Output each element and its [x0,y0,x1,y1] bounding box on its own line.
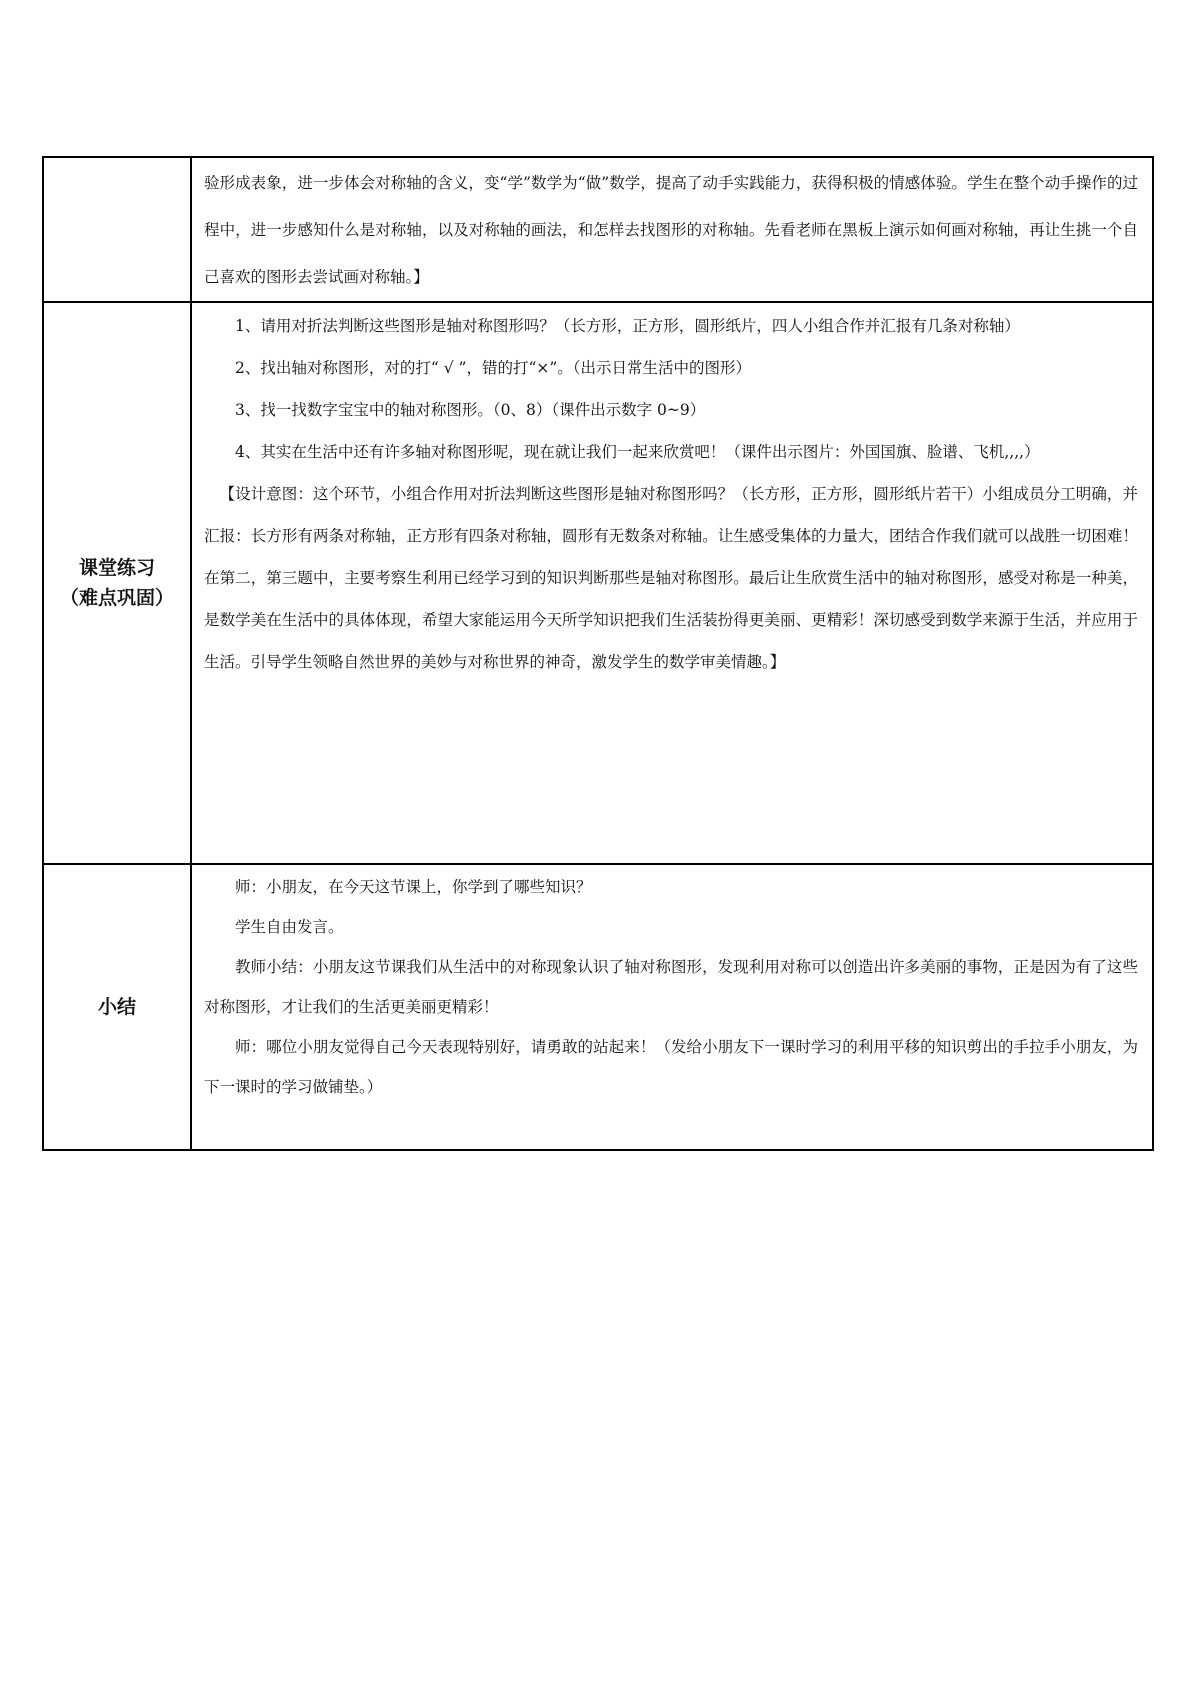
label-line: （难点巩固） [59,587,174,609]
row-content-summary [191,864,1153,1150]
exercise-item: 3、找一找数字宝宝中的轴对称图形。（0、8）（课件出示数字 0~9） [235,401,706,419]
table-row [43,157,1153,302]
label-line: 小结 [97,996,136,1018]
paragraph: 师：哪位小朋友觉得自己今天表现特别好，请勇敢的站起来！（发给小朋友下一课时学习的利用平移的知识剪出的手拉手小朋友，为下一课时的学习做铺垫。） [204,1038,1138,1096]
paragraph: 学生自由发言。 [235,918,344,936]
row-label-summary [43,864,191,1150]
exercise-item: 2、找出轴对称图形，对的打“ √ ”，错的打“×”。（出示日常生活中的图形） [235,359,752,377]
row-label-practice [43,302,191,864]
paragraph: 验形成表象，进一步体会对称轴的含义，变“学”数学为“做”数学，提高了动手实践能力，获得积极的情感体验。学生在整个动手操作的过程中，进一步感知什么是对称轴，以及对称轴的画法，和怎样去找图形的对称轴。先看老师在黑板上演示如何画对称轴，再让生挑一个自己喜欢的图形去尝试画对称轴。】 [204,174,1138,286]
row-content-practice [191,302,1153,864]
row-content-continuation [191,157,1153,302]
exercise-item: 4、其实在生活中还有许多轴对称图形呢，现在就让我们一起来欣赏吧！（课件出示图片：外国国旗、脸谱、飞机,,,,） [235,443,1040,461]
row-label-empty [43,157,191,302]
table-row [43,864,1153,1150]
exercise-item: 1、请用对折法判断这些图形是轴对称图形吗？（长方形，正方形，圆形纸片，四人小组合作并汇报有几条对称轴） [235,317,1020,335]
lesson-plan-table [42,156,1154,1151]
paragraph: 师：小朋友，在今天这节课上，你学到了哪些知识？ [235,878,592,896]
table-row [43,302,1153,864]
paragraph: 教师小结：小朋友这节课我们从生活中的对称现象认识了轴对称图形，发现利用对称可以创造出许多美丽的事物，正是因为有了这些对称图形，才让我们的生活更美丽更精彩！ [204,958,1138,1016]
design-intent: 【设计意图：这个环节，小组合作用对折法判断这些图形是轴对称图形吗？（长方形，正方形，圆形纸片若干）小组成员分工明确，并汇报：长方形有两条对称轴，正方形有四条对称轴，圆形有无数条对称轴。让生感受集体的力量大，团结合作我们就可以战胜一切困难！在第二，第三题中，主要考察生利用已经学习到的知识判断那些是轴对称图形。最后让生欣赏生活中的轴对称图形，感受对称是一种美，是数学美在生活中的具体体现，希望大家能运用今天所学知识把我们生活装扮得更美丽、更精彩！深切感受到数学来源于生活，并应用于生活。引导学生领略自然世界的美妙与对称世界的神奇，激发学生的数学审美情趣。】 [204,485,1138,671]
label-line: 课堂练习 [78,557,155,579]
